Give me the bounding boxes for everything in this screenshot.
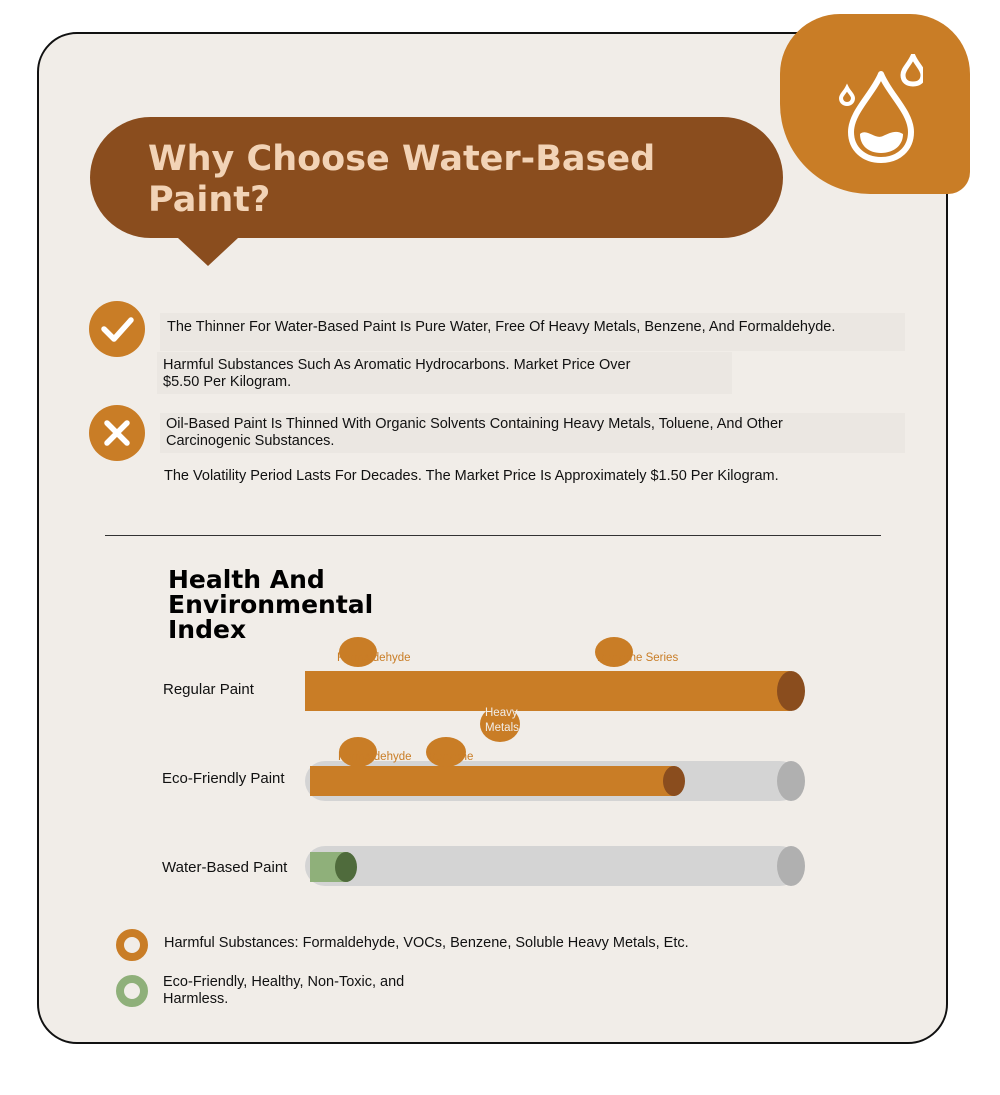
bar-water-cap <box>335 852 357 882</box>
bar-eco-track-cap <box>777 761 805 801</box>
pro-text-1: The Thinner For Water-Based Paint Is Pure Water, Free Of Heavy Metals, Benzene, And Formaldehyde. <box>160 313 905 351</box>
cross-icon <box>89 405 145 461</box>
water-drop-icon <box>833 54 923 164</box>
title-bubble <box>90 117 783 238</box>
marker-label-regular-formaldehyde: Formaldehyde <box>337 652 411 664</box>
row-label-water: Water-Based Paint <box>162 859 288 876</box>
index-title-text: Health And Environmental Index <box>168 565 374 644</box>
legend-harmful-text: Harmful Substances: Formaldehyde, VOCs, Benzene, Soluble Heavy Metals, Etc. <box>164 935 689 951</box>
pro-text-2 <box>157 352 732 394</box>
con-text-1 <box>160 413 905 453</box>
con-text-1-content: Oil-Based Paint Is Thinned With Organic Solvents Containing Heavy Metals, Toluene, And Other Carcinogenic Substances. <box>166 416 783 449</box>
pro-text-2-content: Harmful Substances Such As Aromatic Hydrocarbons. Market Price Over $5.50 Per Kilogram. <box>163 357 631 390</box>
bar-eco <box>310 766 675 796</box>
legend-harmful-dot <box>116 929 148 961</box>
row-label-regular: Regular Paint <box>163 681 254 698</box>
marker-label-regular-benzene: Benzene Series <box>597 652 679 664</box>
bar-regular-cap <box>777 671 805 711</box>
marker-label-eco-benzene: Benzene <box>428 751 474 763</box>
section-divider <box>105 535 881 536</box>
legend-eco-text: Eco-Friendly, Healthy, Non-Toxic, and Harmless. <box>163 974 405 1007</box>
bar-water-track-cap <box>777 846 805 886</box>
con-text-2: The Volatility Period Lasts For Decades. The Market Price Is Approximately $1.50 Per Kilogram. <box>164 468 779 484</box>
index-title <box>168 567 448 642</box>
legend-eco-dot <box>116 975 148 1007</box>
marker-label-eco-formaldehyde: Formaldehyde <box>338 751 412 763</box>
marker-label-regular-heavy-metals: Heavy Metals <box>485 707 519 734</box>
bar-water-track <box>305 846 800 886</box>
water-drop-badge <box>780 14 970 194</box>
bar-regular <box>305 671 790 711</box>
bar-eco-cap <box>663 766 685 796</box>
page-title: Why Choose Water-Based Paint? <box>148 139 656 220</box>
row-label-eco: Eco-Friendly Paint <box>162 770 285 787</box>
check-icon <box>89 301 145 357</box>
